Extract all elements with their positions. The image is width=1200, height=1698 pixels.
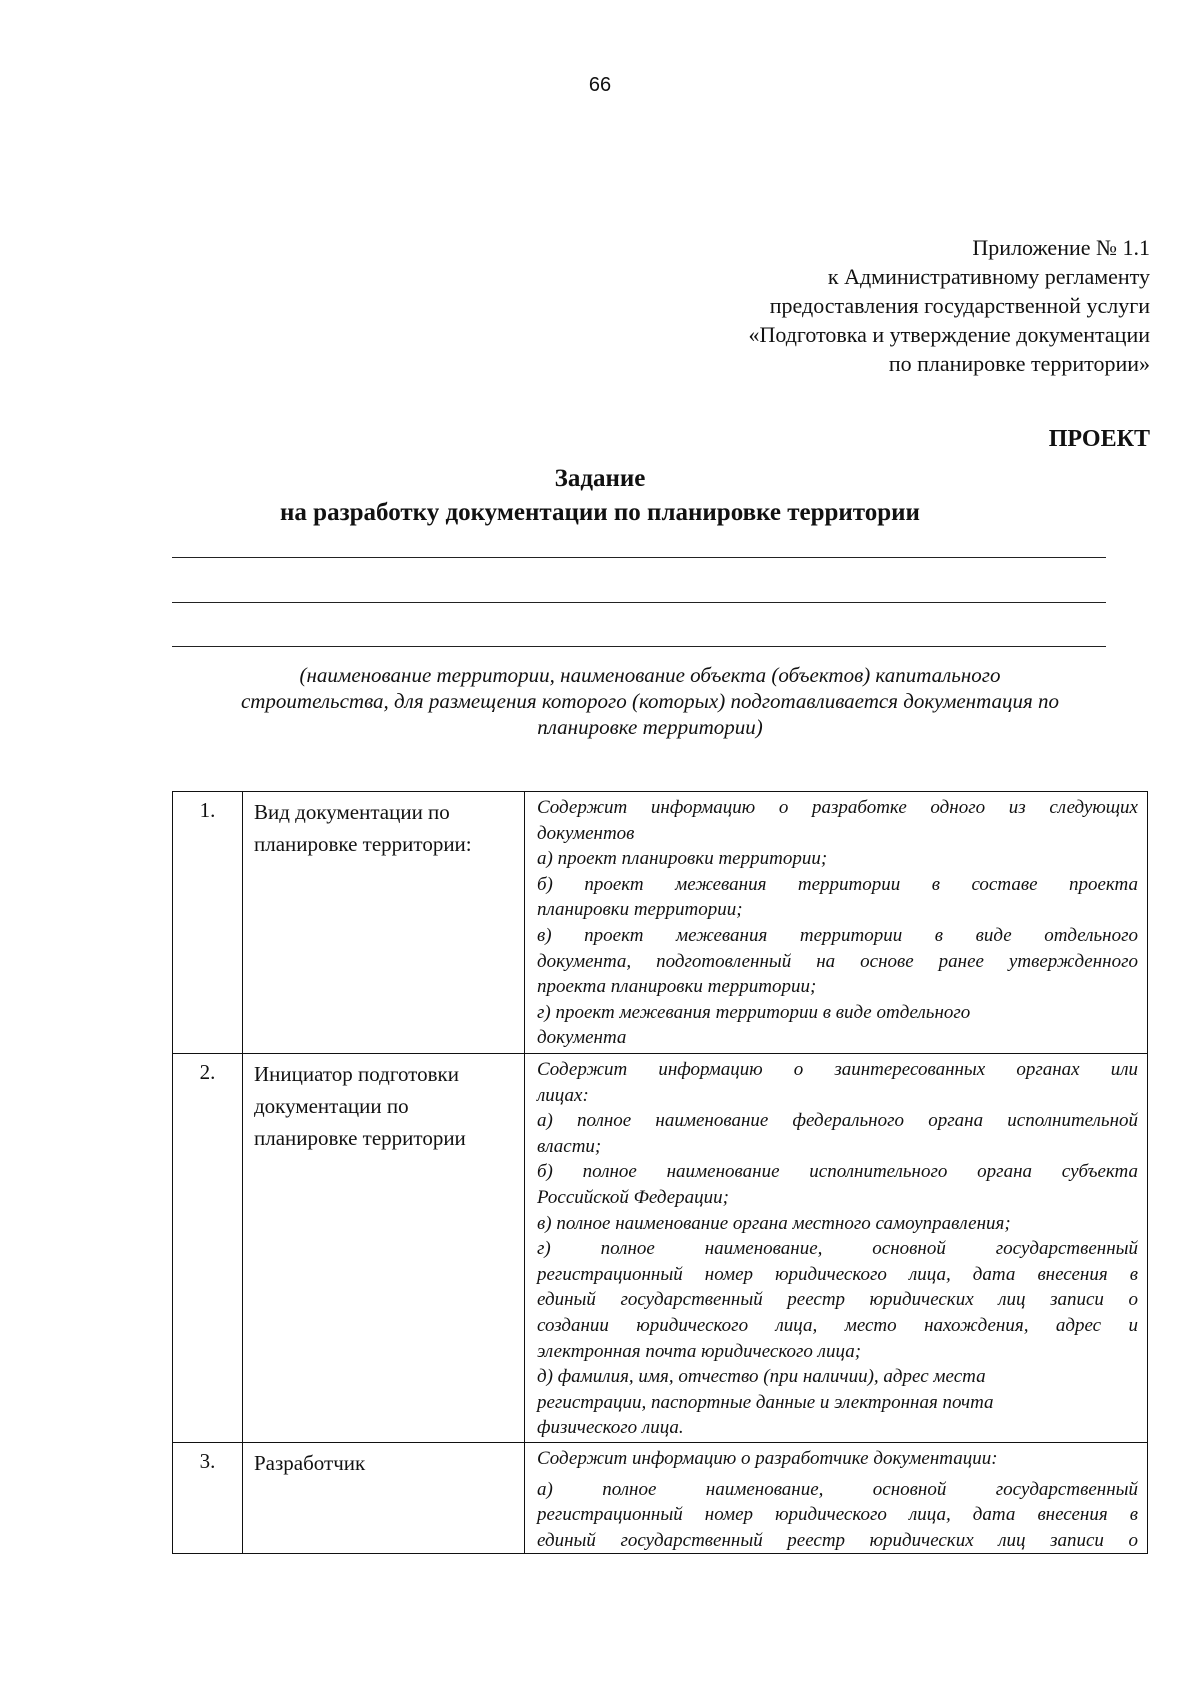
table-row — [173, 1443, 1148, 1554]
desc-line: а) полное наименование федерального органа исполнительной — [537, 1110, 1138, 1132]
appendix-line: к Административному регламенту — [827, 264, 1150, 289]
row-number: 1. — [173, 792, 243, 1054]
fill-in-line — [172, 602, 1106, 603]
appendix-line: по планировке территории» — [888, 351, 1150, 376]
document-title — [0, 462, 1200, 530]
row-name — [243, 1054, 525, 1443]
desc-line: в) полное наименование органа местного самоуправления; — [537, 1212, 1011, 1234]
desc-line: г) полное наименование, основной государственный — [537, 1238, 1138, 1260]
row-name — [243, 1443, 525, 1554]
title-line: Задание — [554, 465, 646, 492]
desc-line: документа, подготовленный на основе ранее утвержденного — [537, 950, 1138, 972]
desc-line: регистрации, паспортные данные и электронная почта — [537, 1391, 994, 1413]
desc-line: б) полное наименование исполнительного органа субъекта — [537, 1161, 1138, 1183]
row-number: 3. — [173, 1443, 243, 1554]
requirements-table — [172, 791, 1148, 1554]
desc-line: власти; — [537, 1135, 602, 1157]
page-number: 66 — [588, 74, 612, 96]
desc-line: лицах: — [537, 1084, 589, 1106]
fill-in-line — [172, 557, 1106, 558]
name-line: Инициатор подготовки — [254, 1062, 459, 1086]
name-line: Вид документации по — [254, 800, 450, 824]
desc-line: регистрационный номер юридического лица, дата внесения в — [537, 1504, 1138, 1526]
caption-line: планировке территории) — [537, 715, 763, 739]
desc-line: создании юридического лица, место нахождения, адрес и — [537, 1314, 1138, 1336]
name-line: документации по — [254, 1094, 409, 1118]
desc-line: д) фамилия, имя, отчество (при наличии), адрес места — [537, 1366, 986, 1388]
fill-in-line — [172, 646, 1106, 647]
appendix-header — [748, 233, 1150, 378]
row-description — [525, 792, 1148, 1054]
desc-line: г) проект межевания территории в виде отдельного — [537, 1001, 971, 1023]
row-number: 2. — [173, 1054, 243, 1443]
desc-line: регистрационный номер юридического лица, дата внесения в — [537, 1263, 1138, 1285]
table-row — [173, 792, 1148, 1054]
desc-line: а) полное наименование, основной государственный — [537, 1478, 1138, 1500]
desc-line: в) проект межевания территории в виде отдельного — [537, 924, 1138, 946]
draft-stamp: ПРОЕКТ — [1048, 426, 1150, 452]
caption-line: строительства, для размещения которого (которых) подготавливается документация по — [240, 689, 1060, 713]
caption-line: (наименование территории, наименование объекта (объектов) капитального — [299, 663, 1001, 687]
desc-line: электронная почта юридического лица; — [537, 1340, 862, 1362]
desc-line: Российской Федерации; — [537, 1186, 729, 1208]
desc-line: б) проект межевания территории в составе проекта — [537, 873, 1138, 895]
desc-line: единый государственный реестр юридических лиц записи о — [537, 1529, 1138, 1551]
desc-line: Содержит информацию о заинтересованных органах или — [537, 1059, 1138, 1080]
appendix-line: Приложение № 1.1 — [972, 235, 1150, 260]
desc-line: физического лица. — [537, 1417, 684, 1439]
row-description — [525, 1054, 1148, 1443]
appendix-line: предоставления государственной услуги — [769, 293, 1150, 318]
name-line: планировке территории: — [254, 832, 472, 856]
name-line: Разработчик — [254, 1451, 366, 1475]
appendix-line: «Подготовка и утверждение документации — [748, 322, 1150, 347]
desc-line: проекта планировки территории; — [537, 976, 817, 998]
row-description — [525, 1443, 1148, 1554]
desc-line: единый государственный реестр юридических лиц записи о — [537, 1289, 1138, 1311]
title-line: на разработку документации по планировке территории — [280, 499, 920, 526]
desc-line: документа — [537, 1027, 627, 1049]
desc-line: Содержит информацию о разработчике документации: — [537, 1448, 998, 1469]
desc-line: планировки территории; — [537, 899, 743, 921]
fill-in-caption — [160, 662, 1140, 740]
table-row — [173, 1054, 1148, 1443]
desc-line: документов — [537, 822, 635, 844]
desc-line: Содержит информацию о разработке одного из следующих — [537, 797, 1138, 818]
desc-line: а) проект планировки территории; — [537, 848, 828, 870]
name-line: планировке территории — [254, 1126, 466, 1150]
row-name — [243, 792, 525, 1054]
